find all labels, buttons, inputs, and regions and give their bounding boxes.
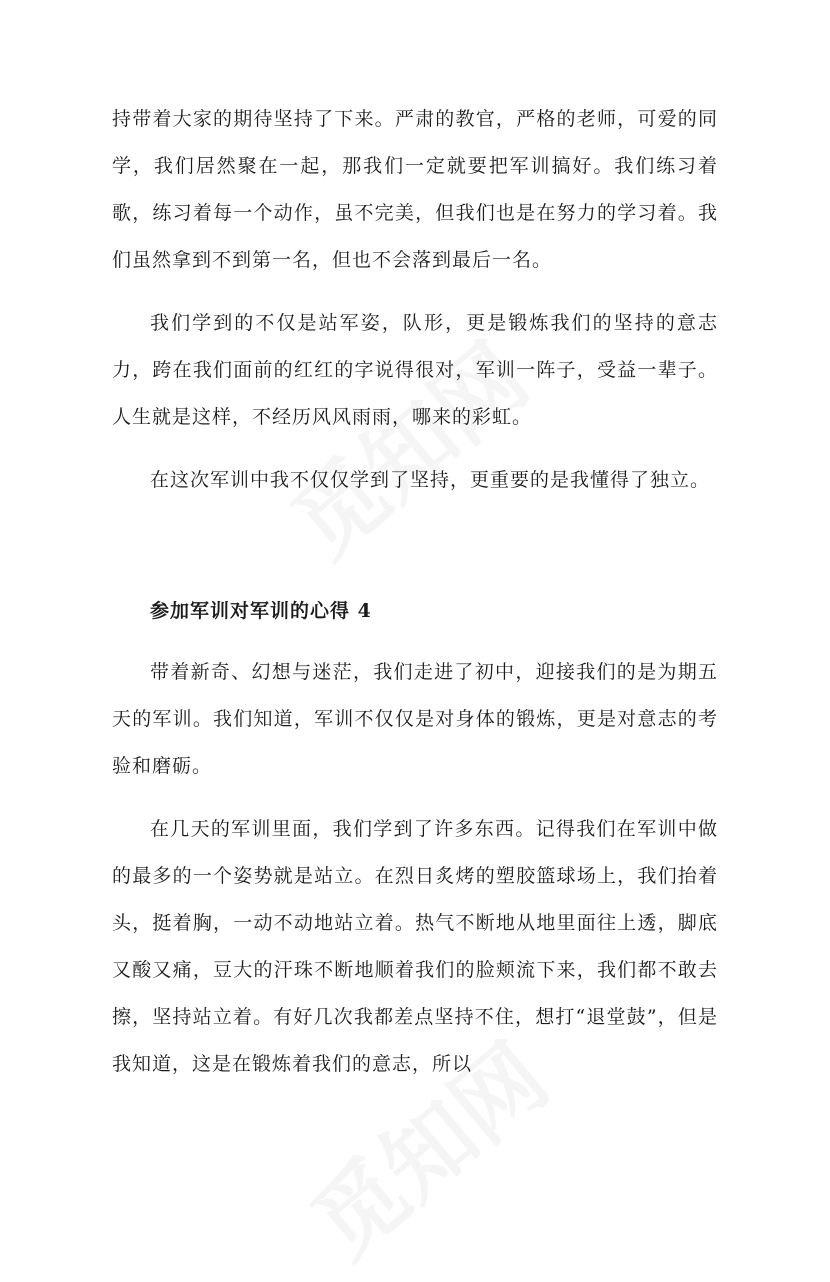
paragraph: 带着新奇、幻想与迷茫，我们走进了初中，迎接我们的是为期五天的军训。我们知道，军训不仅仅是对身体的锻炼，更是对意志的考验和磨砺。 xyxy=(112,661,718,777)
document-body xyxy=(112,96,718,1104)
paragraph: 在几天的军训里面，我们学到了许多东西。记得我们在军训中做的最多的一个姿势就是站立。在烈日炙烤的塑胶篮球场上，我们抬着头，挺着胸，一动不动地站立着。热气不断地从地里面往上透，脚底又酸又痛，豆大的汗珠不断地顺着我们的脸颊流下来，我们都不敢去擦，坚持站立着。有好几次我都差点坚持不住，想打“退堂鼓”，但是我知道，这是在锻炼着我们的意志，所以 xyxy=(112,818,718,1075)
paragraph: 我们学到的不仅是站军姿，队形，更是锻炼我们的坚持的意志力，跨在我们面前的红红的字说得很对，军训一阵子，受益一辈子。人生就是这样，不经历风风雨雨，哪来的彩虹。 xyxy=(112,312,718,428)
paragraph: 在这次军训中我不仅仅学到了坚持，更重要的是我懂得了独立。 xyxy=(150,469,711,491)
paragraph: 持带着大家的期待坚持了下来。严肃的教官，严格的老师，可爱的同学，我们居然聚在一起，那我们一定就要把军训搞好。我们练习着歌，练习着每一个动作，虽不完美，但我们也是在努力的学习着。我们虽然拿到不到第一名，但也不会落到最后一名。 xyxy=(112,108,718,271)
section-heading: 参加军训对军训的心得 4 xyxy=(150,600,372,622)
